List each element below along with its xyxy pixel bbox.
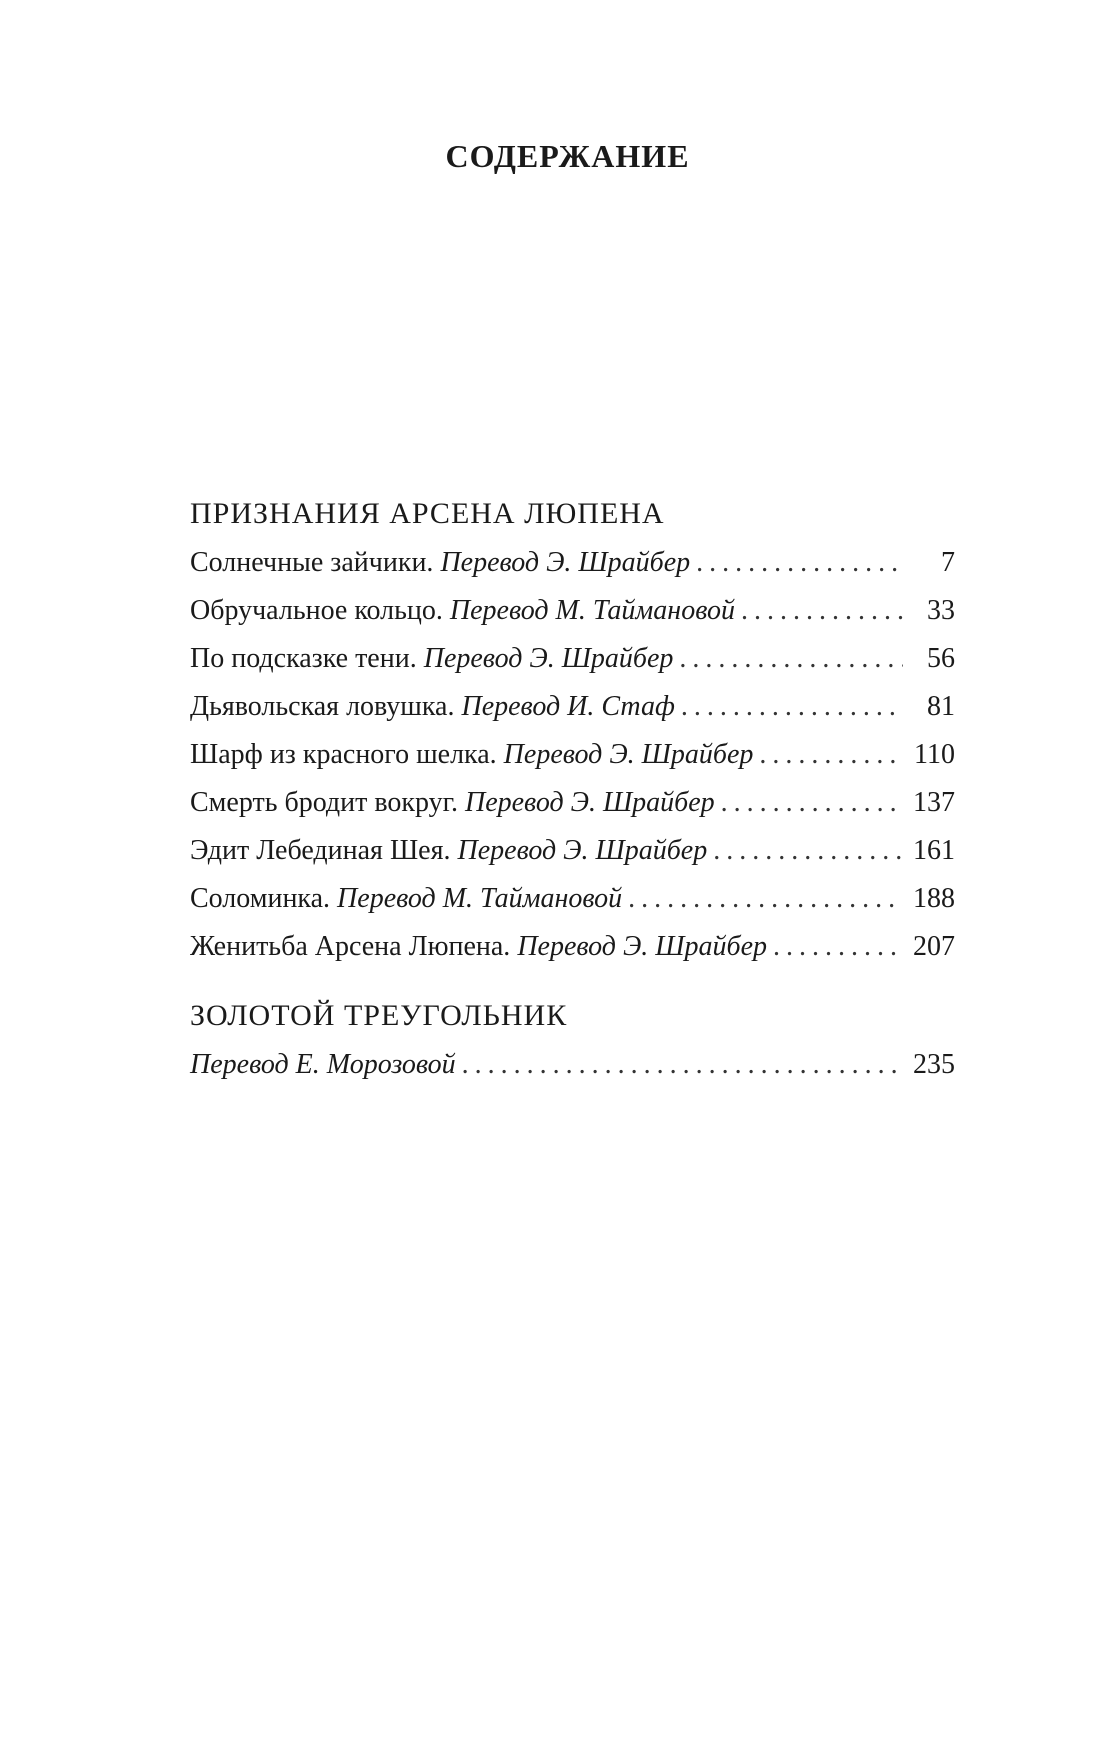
toc-entry[interactable] — [190, 783, 955, 831]
page-number: 81 — [927, 691, 955, 722]
entry-text — [190, 591, 735, 631]
dot-leader — [462, 1045, 903, 1085]
dot-leader — [681, 687, 903, 727]
section-title: ПРИЗНАНИЯ АРСЕНА ЛЮПЕНА — [190, 497, 665, 530]
entry-translator: Перевод Э. Шрайбер — [464, 787, 715, 818]
dot-leader — [721, 783, 903, 823]
toc-entry[interactable] — [190, 879, 955, 927]
dot-leader — [759, 735, 903, 775]
toc-entry[interactable] — [190, 735, 955, 783]
page-number: 110 — [914, 739, 955, 770]
entry-title: Соломинка. — [190, 883, 331, 914]
entry-title: Шарф из красного шелка. — [190, 739, 497, 770]
entry-translator: Перевод М. Таймановой — [449, 595, 735, 626]
dot-leader — [679, 639, 903, 679]
entry-title: Смерть бродит вокруг. — [190, 787, 458, 818]
toc-entry[interactable] — [190, 687, 955, 735]
entry-title: Солнечные зайчики. — [190, 547, 434, 578]
table-of-contents — [190, 495, 955, 1093]
toc-entry[interactable] — [190, 543, 955, 591]
entry-translator: Перевод М. Таймановой — [337, 883, 623, 914]
entry-translator: Перевод Е. Морозовой — [190, 1049, 456, 1080]
page-number: 7 — [941, 547, 955, 578]
toc-entry[interactable] — [190, 1045, 955, 1093]
dot-leader — [773, 927, 903, 967]
entry-translator: Перевод Э. Шрайбер — [440, 547, 691, 578]
dot-leader — [628, 879, 903, 919]
entry-text — [190, 831, 707, 871]
page-number: 188 — [913, 883, 955, 914]
dot-leader — [713, 831, 903, 871]
entry-text — [190, 879, 622, 919]
page-number: 235 — [913, 1049, 955, 1080]
entry-text — [190, 687, 675, 727]
entry-text — [190, 927, 767, 967]
entry-translator: Перевод Э. Шрайбер — [503, 739, 754, 770]
page-number: 207 — [913, 931, 955, 962]
entry-text — [190, 1045, 456, 1085]
entry-text — [190, 783, 715, 823]
entry-translator: Перевод Э. Шрайбер — [423, 643, 674, 674]
toc-entry[interactable] — [190, 927, 955, 975]
toc-section — [190, 997, 955, 1093]
entry-title: Дьявольская ловушка. — [190, 691, 455, 722]
entry-translator: Перевод Э. Шрайбер — [517, 931, 768, 962]
entry-title: Эдит Лебединая Шея. — [190, 835, 451, 866]
entry-title: Женитьба Арсена Люпена. — [190, 931, 511, 962]
toc-entry[interactable] — [190, 639, 955, 687]
dot-leader — [696, 543, 903, 583]
page-number: 56 — [927, 643, 955, 674]
dot-leader — [741, 591, 903, 631]
entry-text — [190, 735, 753, 775]
entry-translator: Перевод Э. Шрайбер — [457, 835, 708, 866]
entry-title: Обручальное кольцо. — [190, 595, 443, 626]
entry-text — [190, 639, 673, 679]
page-title: СОДЕРЖАНИЕ — [445, 138, 690, 174]
toc-section — [190, 495, 955, 975]
page-number: 161 — [913, 835, 955, 866]
section-title: ЗОЛОТОЙ ТРЕУГОЛЬНИК — [190, 999, 568, 1032]
entry-title: По подсказке тени. — [190, 643, 417, 674]
page-number: 137 — [913, 787, 955, 818]
toc-entry[interactable] — [190, 591, 955, 639]
entry-translator: Перевод И. Стаф — [461, 691, 675, 722]
entry-text — [190, 543, 690, 583]
page-number: 33 — [927, 595, 955, 626]
toc-entry[interactable] — [190, 831, 955, 879]
